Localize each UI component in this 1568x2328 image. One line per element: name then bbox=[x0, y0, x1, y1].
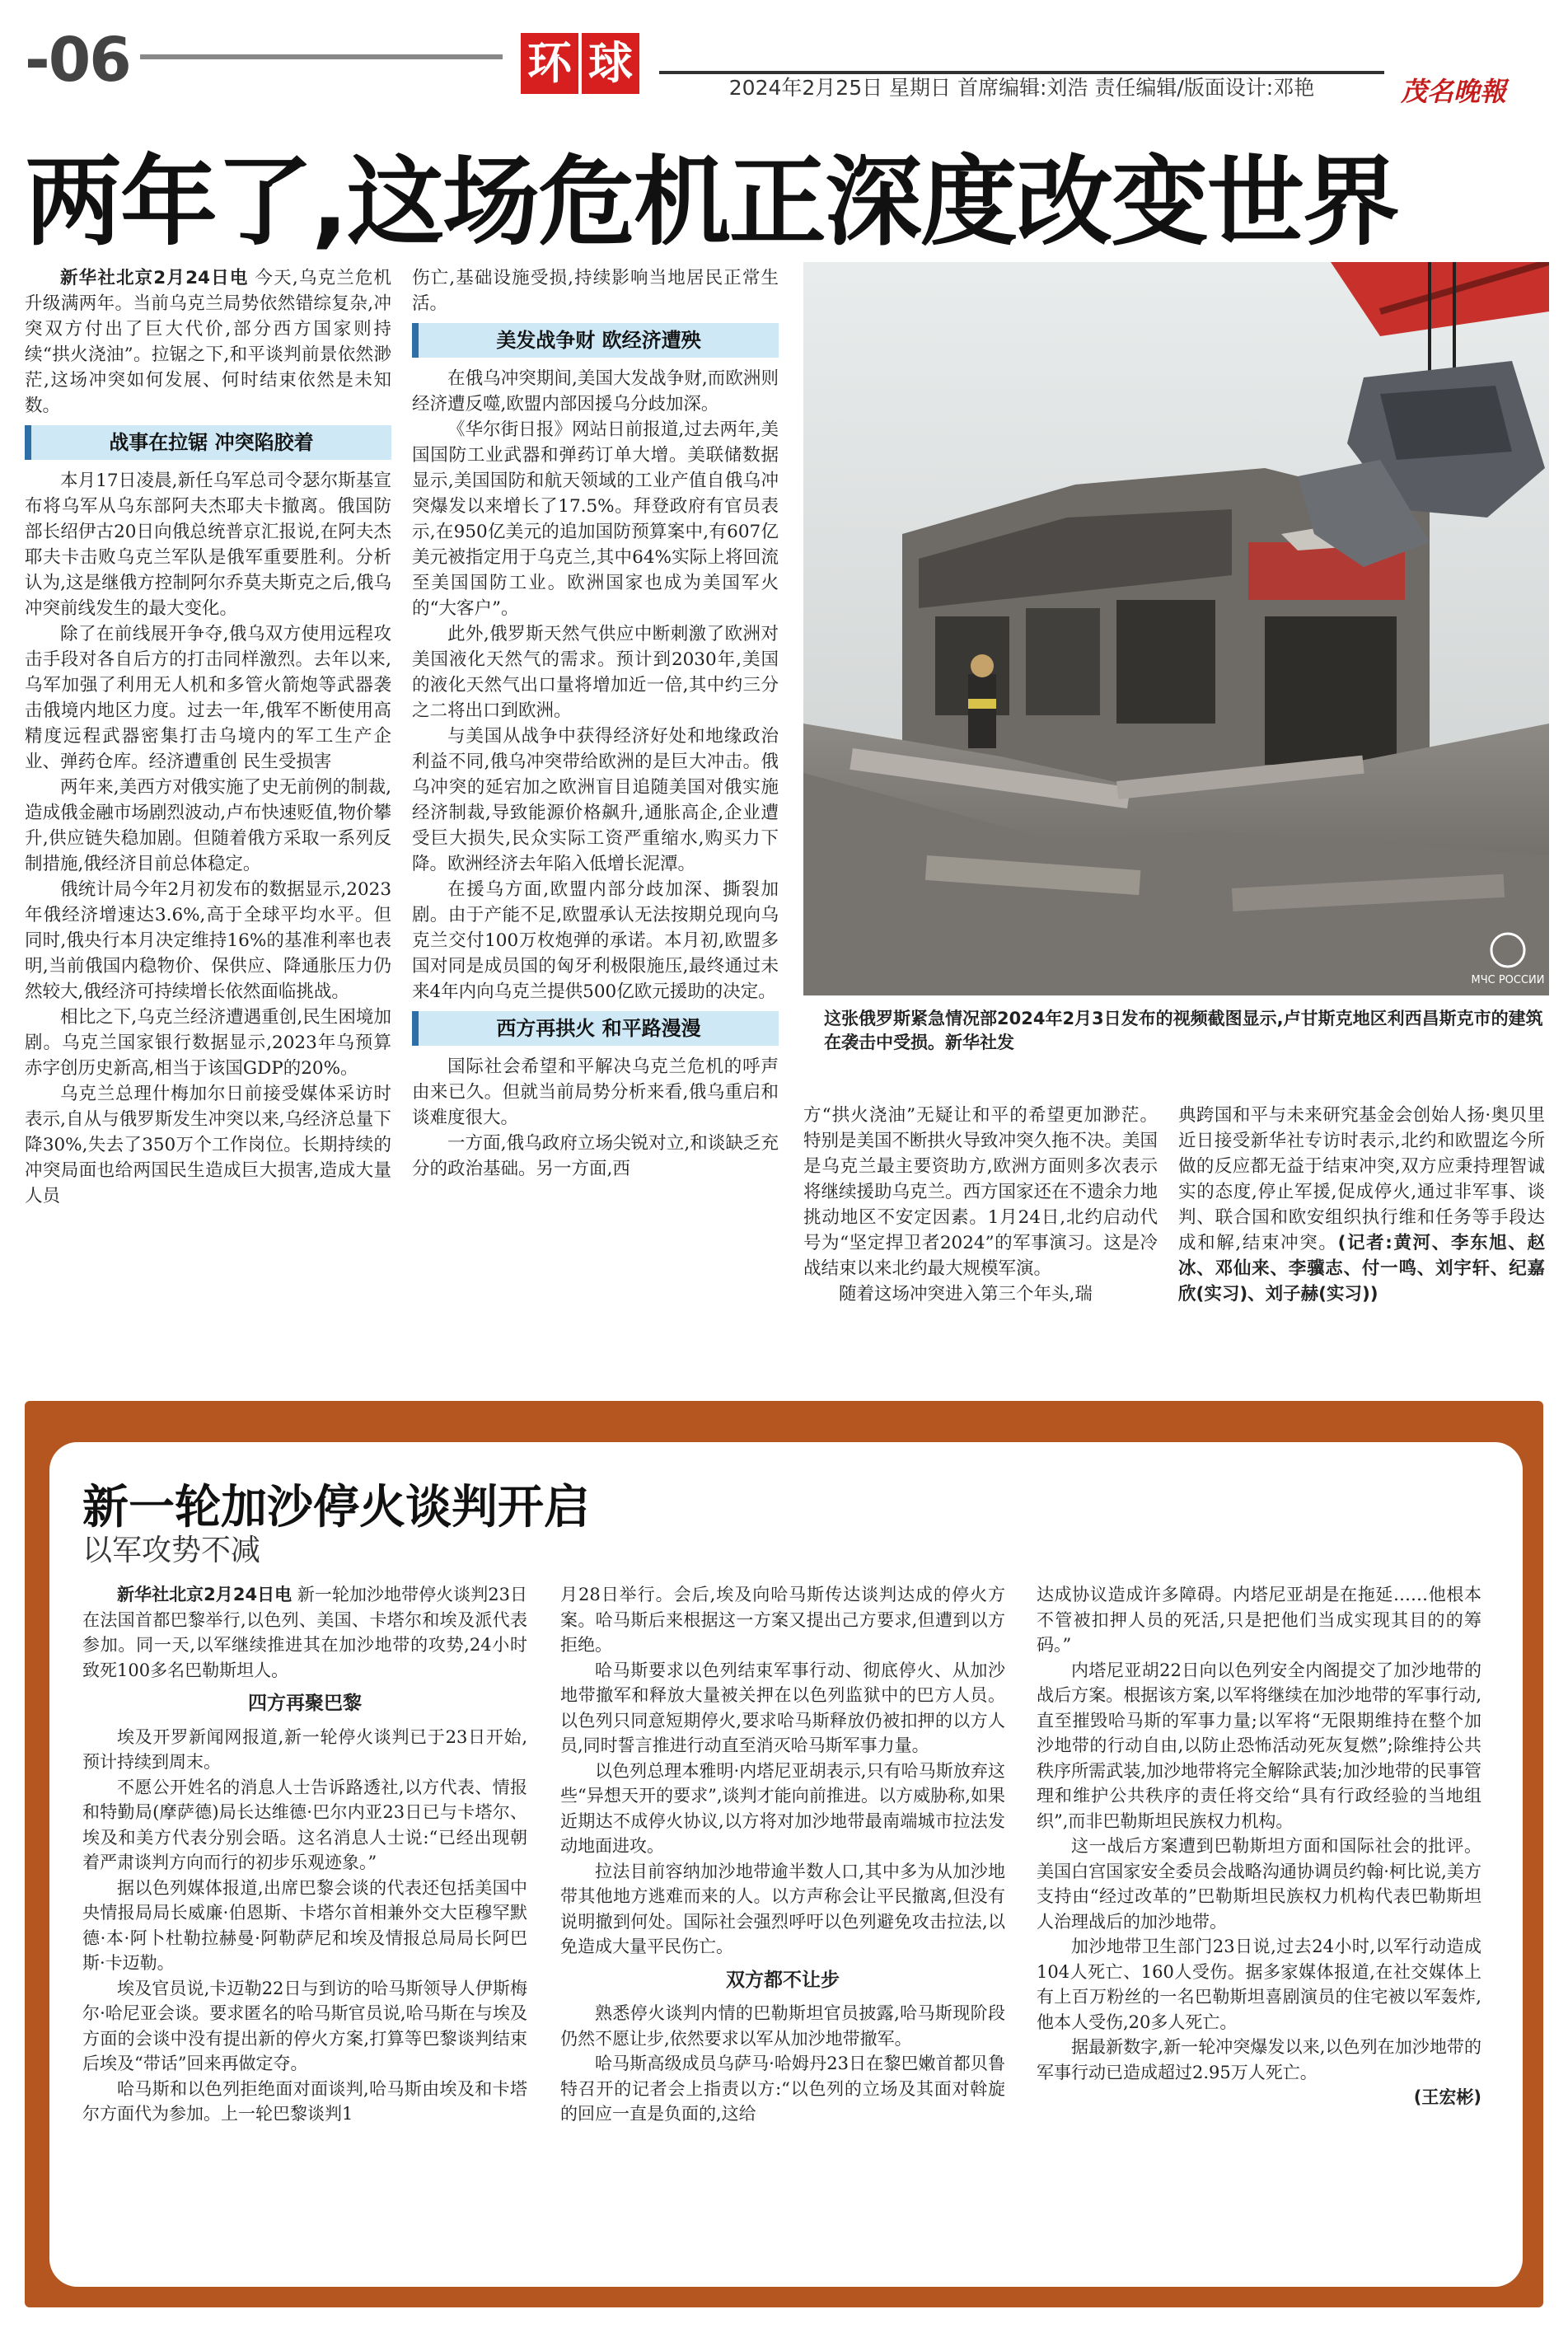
dateline: 新华社北京2月24日电 bbox=[60, 268, 249, 288]
page-number: -06 bbox=[25, 25, 130, 96]
bottom-column-3 bbox=[1037, 1582, 1481, 2110]
subhead-box: 美发战争财 欧经济遭殃 bbox=[412, 323, 779, 358]
photo-caption: 这张俄罗斯紧急情况部2024年2月3日发布的视频截图显示,卢甘斯克地区利西昌斯克市的建筑在袭击中受损。新华社发 bbox=[824, 1009, 1543, 1052]
paragraph: 哈马斯高级成员乌萨马·哈姆丹23日在黎巴嫩首都贝鲁特召开的记者会上指责以方:“以色列的立场及其面对斡旋的回应一直是负面的,这给 bbox=[560, 2054, 1005, 2124]
paragraph: 在援乌方面,欧盟内部分歧加深、撕裂加剧。由于产能不足,欧盟承认无法按期兑现向乌克兰交付100万枚炮弹的承诺。本月初,欧盟多国对同是成员国的匈牙利极限施压,最终通过未来4年内向乌克兰提供500亿欧元援助的决定。 bbox=[412, 879, 779, 1002]
subhead: 四方再聚巴黎 bbox=[248, 1693, 362, 1714]
paragraph-text: 新一轮加沙地带停火谈判23日在法国首都巴黎举行,以色列、美国、卡塔尔和埃及派代表参加。同一天,以军继续推进其在加沙地带的攻势,24小时致死100多名巴勒斯坦人。 bbox=[82, 1585, 527, 1680]
bottom-column-1 bbox=[82, 1582, 527, 2127]
paragraph: 方“拱火浇油”无疑让和平的希望更加渺茫。特别是美国不断拱火导致冲突久拖不决。美国是乌克兰最主要资助方,欧洲方面则多次表示将继续援助乌克兰。西方国家还在不遗余力地挑动地区不安定因素。1月24日,北约启动代号为“坚定捍卫者2024”的军事演习。这是冷战结束以来北约最大规模军演。 bbox=[803, 1105, 1158, 1279]
paragraph bbox=[25, 265, 391, 419]
header-dateline: 2024年2月25日 星期日 首席编辑:刘浩 责任编辑/版面设计:邓艳 bbox=[659, 71, 1384, 102]
header-rule bbox=[140, 54, 503, 59]
paragraph: 伤亡,基础设施受损,持续影响当地居民正常生活。 bbox=[412, 268, 779, 314]
paragraph: 据以色列媒体报道,出席巴黎会谈的代表还包括美国中央情报局局长威廉·伯恩斯、卡塔尔首相兼外交大臣穆罕默德·本·阿卜杜勒拉赫曼·阿勒萨尼和埃及情报总局局长阿巴斯·卡迈勒。 bbox=[82, 1877, 527, 1973]
main-headline: 两年了,这场危机正深度改变世界 bbox=[25, 145, 1398, 259]
paragraph: 一方面,俄乌政府立场尖锐对立,和谈缺乏充分的政治基础。另一方面,西 bbox=[412, 1133, 779, 1179]
main-column-2 bbox=[412, 265, 779, 1182]
paragraph: 据最新数字,新一轮冲突爆发以来,以色列在加沙地带的军事行动已造成超过2.95万人死亡。 bbox=[1037, 2037, 1481, 2082]
paragraph-text: 典跨国和平与未来研究基金会创始人扬·奥贝里近日接受新华社专访时表示,北约和欧盟迄今所做的反应都无益于结束冲突,双方应秉持理智诚实的态度,停止军援,促成停火,通过非军事、谈判、联合国和欧安组织执行维和任务等手段达成和解,结束冲突。 bbox=[1178, 1105, 1545, 1253]
paragraph: 以色列总理本雅明·内塔尼亚胡表示,只有哈马斯放弃这些“异想天开的要求”,谈判才能向前推进。以方威胁称,如果近期达不成停火协议,以方将对加沙地带最南端城市拉法发动地面进攻。 bbox=[560, 1760, 1005, 1856]
paragraph: 随着这场冲突进入第三个年头,瑞 bbox=[839, 1284, 1093, 1305]
paragraph: 俄统计局今年2月初发布的数据显示,2023年俄经济增速达3.6%,高于全球平均水平。但同时,俄央行本月决定维持16%的基准利率也表明,当前俄国内稳物价、保供应、降通胀压力仍然较大,俄经济可持续增长依然面临挑战。 bbox=[25, 879, 391, 1002]
subhead-box: 战事在拉锯 冲突陷胶着 bbox=[25, 425, 391, 460]
paragraph: 月28日举行。会后,埃及向哈马斯传达谈判达成的停火方案。哈马斯后来根据这一方案又提出己方要求,但遭到以方拒绝。 bbox=[560, 1585, 1005, 1655]
paragraph: 哈马斯和以色列拒绝面对面谈判,哈马斯由埃及和卡塔尔方面代为参加。上一轮巴黎谈判1 bbox=[82, 2078, 527, 2124]
damaged-building-photo bbox=[803, 262, 1549, 995]
paragraph: 拉法目前容纳加沙地带逾半数人口,其中多为从加沙地带其他地方逃难而来的人。以方声称会让平民撤离,但没有说明撤到何处。国际社会强烈呼吁以色列避免攻击拉法,以免造成大量平民伤亡。 bbox=[560, 1861, 1005, 1956]
paragraph: 国际社会希望和平解决乌克兰危机的呼声由来已久。但就当前局势分析来看,俄乌重启和谈难度很大。 bbox=[412, 1056, 779, 1128]
paragraph: 乌克兰总理什梅加尔日前接受媒体采访时表示,自从与俄罗斯发生冲突以来,乌经济总量下降30%,失去了350万个工作岗位。长期持续的冲突局面也给两国民生造成巨大损害,造成大量人员 bbox=[25, 1084, 391, 1206]
paragraph: 熟悉停火谈判内情的巴勒斯坦官员披露,哈马斯现阶段仍然不愿让步,依然要求以军从加沙地带撤军。 bbox=[560, 2003, 1005, 2049]
bottom-subhead: 以军攻势不减 bbox=[82, 1534, 261, 1567]
paragraph: 埃及开罗新闻网报道,新一轮停火谈判已于23日开始,预计持续到周末。 bbox=[82, 1726, 527, 1772]
bottom-column-2 bbox=[560, 1582, 1005, 2127]
paragraph: 埃及官员说,卡迈勒22日与到访的哈马斯领导人伊斯梅尔·哈尼亚会谈。要求匿名的哈马斯官员说,哈马斯在与埃及方面的会谈中没有提出新的停火方案,打算等巴黎谈判结束后埃及“带话”回来再做定夺。 bbox=[82, 1978, 527, 2073]
paragraph: 此外,俄罗斯天然气供应中断刺激了欧洲对美国液化天然气的需求。预计到2030年,美国的液化天然气出口量将增加近一倍,其中约三分之二将出口到欧洲。 bbox=[412, 624, 779, 721]
paragraph: 在俄乌冲突期间,美国大发战争财,而欧洲则经济遭反噬,欧盟内部因援乌分歧加深。 bbox=[412, 368, 779, 415]
news-photo bbox=[803, 262, 1549, 995]
paragraph: 加沙地带卫生部门23日说,过去24小时,以军行动造成104人死亡、160人受伤。据多家媒体报道,在社交媒体上有上百万粉丝的一名巴勒斯坦喜剧演员的住宅被以军轰炸,他本人受伤,20多人死亡。 bbox=[1037, 1937, 1481, 2032]
section-char-2: 球 bbox=[582, 33, 639, 94]
paragraph bbox=[1178, 1103, 1545, 1307]
paragraph: 不愿公开姓名的消息人士告诉路透社,以方代表、情报和特勤局(摩萨德)局长达维德·巴尔内亚23日已与卡塔尔、埃及和美方代表分别会晤。这名消息人士说:“已经出现朝着严肃谈判方向而行的初步乐观迹象。” bbox=[82, 1777, 527, 1872]
paragraph: 除了在前线展开争夺,俄乌双方使用远程攻击手段对各自后方的打击同样激烈。去年以来,乌军加强了利用无人机和多管火箭炮等武器袭击俄境内地区力度。过去一年,俄军不断使用高精度远程武器密集打击乌境内的军工生产企业、弹药仓库。经济遭重创 民生受损害 bbox=[25, 624, 391, 772]
paragraph: 与美国从战争中获得经济好处和地缘政治利益不同,俄乌冲突带给欧洲的是巨大冲击。俄乌冲突的延宕加之欧洲盲目追随美国对俄实施经济制裁,导致能源价格飙升,通胀高企,企业遭受巨大损失,民众实际工资严重缩水,购买力下降。欧洲经济去年陷入低增长泥潭。 bbox=[412, 726, 779, 874]
paragraph: 相比之下,乌克兰经济遭遇重创,民生困境加剧。乌克兰国家银行数据显示,2023年乌预算赤字创历史新高,相当于该国GDP的20%。 bbox=[25, 1007, 391, 1079]
main-column-1 bbox=[25, 265, 391, 1209]
dateline: 新华社北京2月24日电 bbox=[117, 1585, 293, 1604]
byline: (王宏彬) bbox=[1413, 2087, 1481, 2107]
section-tag bbox=[521, 33, 639, 94]
photo-watermark: МЧС РОССИИ bbox=[1471, 974, 1545, 986]
paragraph: 本月17日凌晨,新任乌军总司令瑟尔斯基宣布将乌军从乌东部阿夫杰耶夫卡撤离。俄国防部长绍伊古20日向俄总统普京汇报说,在阿夫杰耶夫卡击败乌克兰军队是俄军重要胜利。分析认为,这是继俄方控制阿尔乔莫夫斯克之后,俄乌冲突前线发生的最大变化。 bbox=[25, 471, 391, 619]
subhead: 双方都不让步 bbox=[726, 1969, 840, 1991]
main-column-4 bbox=[1178, 1103, 1545, 1307]
main-column-3 bbox=[803, 1103, 1158, 1307]
section-char-1: 环 bbox=[521, 33, 578, 94]
paragraph: 内塔尼亚胡22日向以色列安全内阁提交了加沙地带的战后方案。根据该方案,以军将继续在加沙地带的军事行动,直至摧毁哈马斯的军事力量;以军将“无限期维持在整个加沙地带的行动自由,以防止恐怖活动死灰复燃”;除维持公共秩序所需武装,加沙地带将完全解除武装;加沙地带的民事管理和维护公共秩序的责任将交给“具有行政经验的当地组织”,而非巴勒斯坦民族权力机构。 bbox=[1037, 1660, 1481, 1831]
masthead-logo: 茂名晚報 bbox=[1401, 76, 1507, 107]
paragraph: 达成协议造成许多障碍。内塔尼亚胡是在拖延……他根本不管被扣押人员的死活,只是把他们当成实现其目的的筹码。” bbox=[1037, 1585, 1481, 1655]
byline: (记者:黄河、李东旭、赵冰、邓仙来、李骥志、付一鸣、刘宇轩、纪嘉欣(实习)、刘子赫(实习)) bbox=[1178, 1233, 1545, 1305]
paragraph-text: 今天,乌克兰危机升级满两年。当前乌克兰局势依然错综复杂,冲突双方付出了巨大代价,部分西方国家则持续“拱火浇油”。拉锯之下,和平谈判前景依然渺茫,这场冲突如何发展、何时结束依然是未知数。 bbox=[25, 268, 391, 416]
subhead-box: 西方再拱火 和平路漫漫 bbox=[412, 1011, 779, 1046]
paragraph: 两年来,美西方对俄实施了史无前例的制裁,造成俄金融市场剧烈波动,卢布快速贬值,物价攀升,供应链失稳加剧。但随着俄方采取一系列反制措施,俄经济目前总体稳定。 bbox=[25, 777, 391, 874]
bottom-headline: 新一轮加沙停火谈判开启 bbox=[82, 1481, 590, 1534]
paragraph: 哈马斯要求以色列结束军事行动、彻底停火、从加沙地带撤军和释放大量被关押在以色列监狱中的巴方人员。以色列只同意短期停火,要求哈马斯释放仍被扣押的以方人员,同时誓言推进行动直至消灭哈马斯军事力量。 bbox=[560, 1660, 1005, 1755]
paragraph: 这一战后方案遭到巴勒斯坦方面和国际社会的批评。美国白宫国家安全委员会战略沟通协调员约翰·柯比说,美方支持由“经过改革的”巴勒斯坦民族权力机构代表巴勒斯坦人治理战后的加沙地带。 bbox=[1037, 1836, 1481, 1932]
paragraph bbox=[82, 1582, 527, 1683]
paragraph: 《华尔街日报》网站日前报道,过去两年,美国国防工业武器和弹药订单大增。美联储数据显示,美国国防和航天领域的工业产值自俄乌冲突爆发以来增长了17.5%。拜登政府有官员表示,在950亿美元的追加国防预算案中,有607亿美元被指定用于乌克兰,其中64%实际上将回流至美国国防工业。欧洲国家也成为美国军火的“大客户”。 bbox=[412, 419, 779, 619]
